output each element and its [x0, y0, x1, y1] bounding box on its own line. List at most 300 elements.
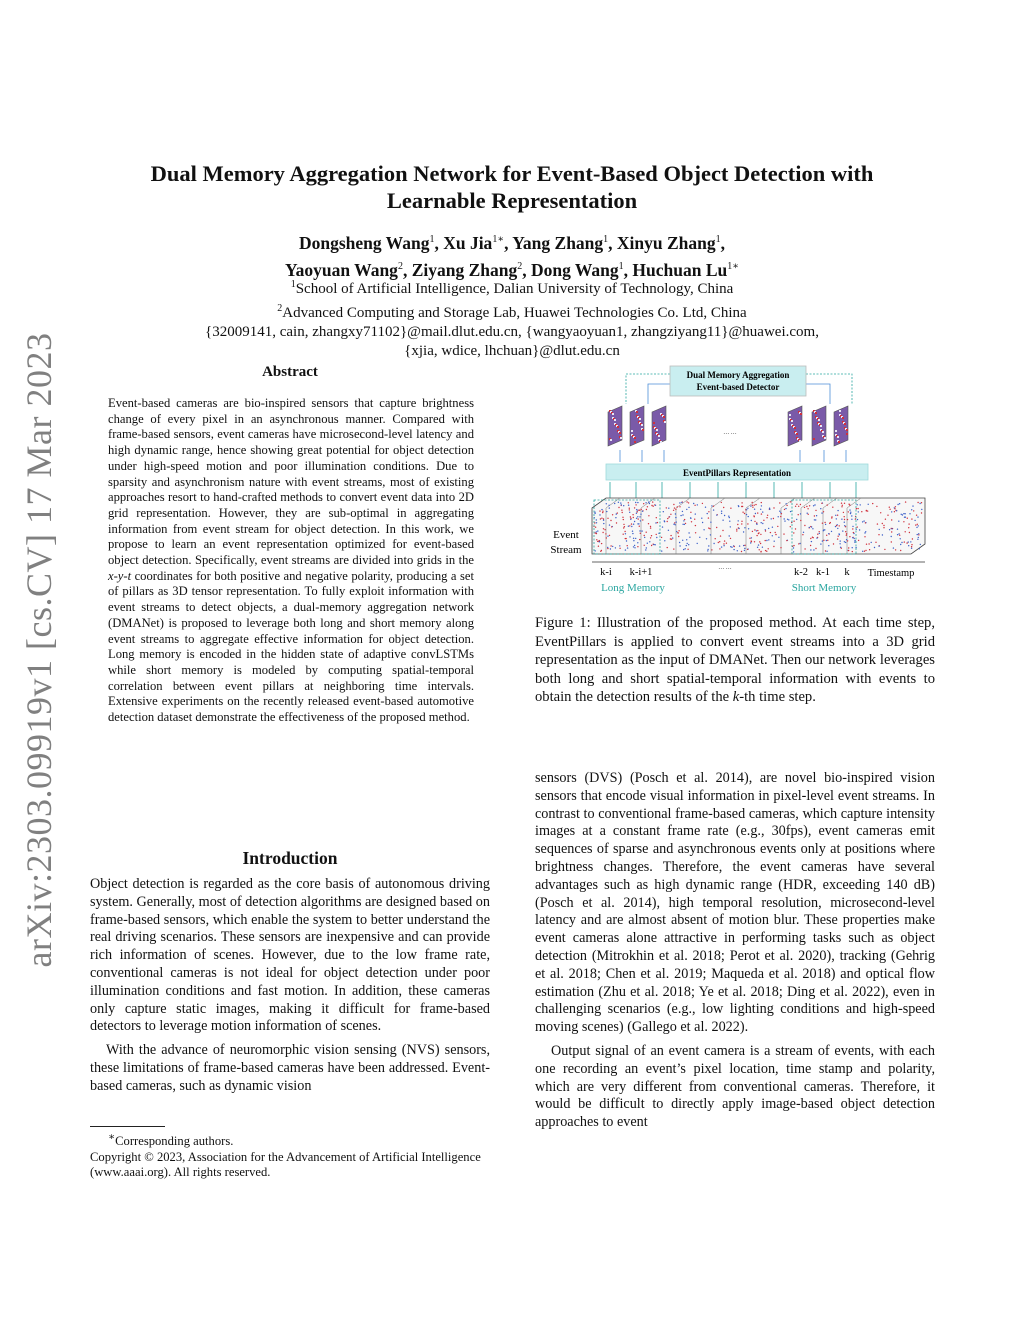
event-dot [599, 510, 600, 511]
event-dot [799, 543, 800, 544]
event-dot [656, 517, 657, 518]
event-dot [858, 511, 859, 512]
event-dot [804, 507, 805, 508]
event-dot [897, 534, 898, 535]
event-dot [908, 541, 909, 542]
event-dot [639, 516, 640, 517]
event-dot [644, 545, 645, 546]
frame-pixel [813, 438, 815, 440]
event-dot [612, 546, 613, 547]
event-dot [603, 523, 604, 524]
event-dot [729, 517, 730, 518]
event-dot [815, 519, 816, 520]
event-dot [918, 534, 919, 535]
event-dot [862, 551, 863, 552]
event-dot [815, 548, 816, 549]
event-dot [871, 542, 872, 543]
event-dot [688, 544, 689, 545]
frame-pixel [820, 425, 822, 427]
event-dot [749, 538, 750, 539]
event-dot [594, 513, 595, 514]
caption-k: k [732, 689, 740, 706]
event-dot [622, 512, 623, 513]
event-dot [703, 529, 704, 530]
event-dot [708, 517, 709, 518]
event-dot [916, 527, 917, 528]
event-dot [610, 520, 611, 521]
event-dot [905, 501, 906, 502]
event-dot [882, 523, 883, 524]
frame-pixel [639, 418, 641, 420]
event-dot [695, 513, 696, 514]
event-dot [848, 547, 849, 548]
event-dot [686, 501, 687, 502]
event-dot [649, 503, 650, 504]
event-dot [770, 532, 771, 533]
event-dot [751, 540, 752, 541]
event-dot [775, 534, 776, 535]
event-dot [722, 520, 723, 521]
event-dot [795, 506, 796, 507]
event-dot [684, 519, 685, 520]
event-dot [711, 505, 712, 506]
event-dot [912, 505, 913, 506]
event-dot [862, 521, 863, 522]
frame-pixel [842, 417, 844, 419]
event-dot [635, 538, 636, 539]
frame-pixel [822, 431, 824, 433]
intro-paragraph-2: With the advance of neuromorphic vision sensing (NVS) sensors, these limitations of frame-based cameras have been addressed. Event-based cameras, such as dynamic vision [90, 1042, 490, 1094]
event-dot [734, 546, 735, 547]
event-dot [854, 538, 855, 539]
event-dot [849, 509, 850, 510]
event-dot [754, 541, 755, 542]
event-dot [884, 549, 885, 550]
event-dot [621, 504, 622, 505]
event-dot [683, 520, 684, 521]
event-dot [730, 508, 731, 509]
event-dot [618, 502, 619, 503]
event-dot [719, 548, 720, 549]
event-dot [826, 551, 827, 552]
event-dot [667, 518, 668, 519]
event-dot [724, 515, 725, 516]
event-dot [640, 520, 641, 521]
event-dot [667, 547, 668, 548]
frame-pixel [619, 432, 621, 434]
event-dot [816, 537, 817, 538]
event-dot [821, 512, 822, 513]
event-dot [899, 503, 900, 504]
event-dot [889, 509, 890, 510]
event-dot [636, 511, 637, 512]
event-dot [596, 533, 597, 534]
event-dot [628, 526, 629, 527]
event-dot [601, 509, 602, 510]
event-dot [812, 528, 813, 529]
event-dot [905, 513, 906, 514]
figure-caption: Figure 1: Illustration of the proposed method. At each time step, EventPillars is applied to convert event streams into a 3D grid representation as the input of DMANet. Then our network leverages both long and short spatial-temporal information with events to obtain the detection results of the k-th time step. [535, 615, 935, 706]
detector-label-1: Dual Memory Aggregation [686, 370, 790, 380]
event-dot [921, 512, 922, 513]
event-dot [629, 509, 630, 510]
event-dot [680, 515, 681, 516]
frame-pixel [660, 441, 662, 443]
event-dot [845, 542, 846, 543]
event-dot [760, 534, 761, 535]
event-dot [601, 543, 602, 544]
event-dot [709, 528, 710, 529]
intro-right-paragraph-2: Output signal of an event camera is a stream of events, with each one recording an event’s pixel location, time stamp and polarity, which are very different from conventional cameras. Therefore, it would be difficult to directly apply image-based object detection approaches to event [535, 1042, 935, 1131]
event-dot [678, 536, 679, 537]
arxiv-identifier [14, 332, 64, 968]
event-dot [697, 543, 698, 544]
event-dot [683, 549, 684, 550]
event-dot [754, 505, 755, 506]
event-dot [751, 537, 752, 538]
event-dot [843, 512, 844, 513]
event-dot [752, 502, 753, 503]
event-dot [655, 544, 656, 545]
event-dot [814, 504, 815, 505]
event-dot [707, 549, 708, 550]
event-dot [800, 513, 801, 514]
event-dot [839, 534, 840, 535]
long-memory-label: Long Memory [601, 582, 665, 594]
event-dot [628, 505, 629, 506]
event-dot [809, 505, 810, 506]
event-dot [784, 509, 785, 510]
event-dot [891, 519, 892, 520]
event-dot [847, 519, 848, 520]
event-dot [723, 507, 724, 508]
event-dot [678, 532, 679, 533]
event-dot [823, 540, 824, 541]
event-dot [686, 539, 687, 540]
event-dot [841, 503, 842, 504]
event-dot [824, 522, 825, 523]
event-dot [738, 528, 739, 529]
event-dot [633, 540, 634, 541]
event-dot [911, 546, 912, 547]
event-dot [674, 507, 675, 508]
event-dot [831, 516, 832, 517]
event-dot [796, 519, 797, 520]
event-dot [601, 518, 602, 519]
event-dot [633, 517, 634, 518]
event-dot [904, 541, 905, 542]
stream-label: Stream [550, 544, 582, 556]
event-dot [756, 522, 757, 523]
event-dot [690, 518, 691, 519]
event-dot [865, 550, 866, 551]
event-dot [606, 511, 607, 512]
event-dot [919, 548, 920, 549]
event-dot [673, 504, 674, 505]
event-dot [901, 542, 902, 543]
event-dot [741, 521, 742, 522]
event-dot [710, 522, 711, 523]
event-dot [861, 511, 862, 512]
event-dot [645, 502, 646, 503]
event-dot [661, 550, 662, 551]
frame-pixel [844, 423, 846, 425]
event-dot [664, 520, 665, 521]
event-dot [788, 519, 789, 520]
event-dot [646, 532, 647, 533]
event-dot [775, 532, 776, 533]
event-dot [646, 547, 647, 548]
event-dot [773, 546, 774, 547]
event-dot [623, 519, 624, 520]
event-dot [909, 532, 910, 533]
event-dot [762, 511, 763, 512]
event-dot [760, 551, 761, 552]
event-dot [596, 522, 597, 523]
short-memory-label: Short Memory [791, 582, 857, 594]
event-dot [896, 510, 897, 511]
event-dot [625, 549, 626, 550]
event-dot [716, 527, 717, 528]
event-dot [891, 528, 892, 529]
event-dot [699, 537, 700, 538]
event-dot [900, 550, 901, 551]
event-dot [900, 538, 901, 539]
event-dot [875, 542, 876, 543]
event-dot [889, 529, 890, 530]
event-dot [917, 534, 918, 535]
event-dot [639, 539, 640, 540]
coords-math: x-y-t [108, 568, 132, 583]
event-dot [701, 518, 702, 519]
event-dot [674, 522, 675, 523]
event-dot [882, 534, 883, 535]
author-name: Dong Wang [530, 259, 619, 280]
event-dot [741, 502, 742, 503]
frame-pixel [839, 410, 841, 412]
frame-pixel [634, 441, 636, 443]
event-dot [840, 540, 841, 541]
introduction-left-column [90, 876, 490, 1096]
event-dot [706, 538, 707, 539]
event-dot [921, 509, 922, 510]
event-dot [597, 530, 598, 531]
event-dot [739, 545, 740, 546]
frame-pixel [837, 436, 839, 438]
event-dot [615, 547, 616, 548]
event-dot [766, 551, 767, 552]
event-dot [832, 507, 833, 508]
event-dot [594, 512, 595, 513]
event-dot [780, 547, 781, 548]
event-dot [612, 514, 613, 515]
frame-pixel [641, 424, 643, 426]
event-dot [702, 522, 703, 523]
affiliation-2: Advanced Computing and Storage Lab, Huawei Technologies Co. Ltd, China [282, 305, 747, 321]
event-dot [736, 529, 737, 530]
event-dot [636, 513, 637, 514]
title-line-1: Dual Memory Aggregation Network for Event-Based Object Detection with [150, 161, 874, 186]
event-dot [644, 535, 645, 536]
frame-pixel [634, 437, 636, 439]
event-dot [651, 535, 652, 536]
author-name: Xinyu Zhang [616, 232, 716, 253]
event-dot [846, 533, 847, 534]
author-name: Dongsheng Wang [298, 232, 430, 253]
event-dot [754, 516, 755, 517]
event-dot [633, 538, 634, 539]
event-dot [883, 527, 884, 528]
event-dot [858, 540, 859, 541]
event-dot [648, 515, 649, 516]
event-dot [646, 509, 647, 510]
event-dot [804, 548, 805, 549]
event-dot [639, 526, 640, 527]
event-dot [627, 545, 628, 546]
event-dot [762, 523, 763, 524]
event-dot [813, 505, 814, 506]
event-dot [726, 543, 727, 544]
event-dot [673, 548, 674, 549]
event-dot [667, 521, 668, 522]
tick-k-i: k-i [600, 567, 612, 578]
event-dot [833, 543, 834, 544]
tick-k-2: k-2 [794, 567, 808, 578]
event-dot [675, 509, 676, 510]
event-dot [633, 546, 634, 547]
event-dot [742, 512, 743, 513]
event-dot [601, 550, 602, 551]
event-dot [813, 537, 814, 538]
event-dot [854, 541, 855, 542]
event-dot [798, 543, 799, 544]
event-dot [903, 513, 904, 514]
frame-pixel [620, 437, 622, 439]
event-dot [679, 502, 680, 503]
event-dot [625, 533, 626, 534]
arxiv-id-text: arXiv:2303.09919v1 [cs.CV] 17 Mar 2023 [19, 332, 59, 968]
frame-pixel [796, 433, 798, 435]
frame-pixel [664, 421, 666, 423]
introduction-heading: Introduction [242, 848, 338, 868]
event-dot [627, 547, 628, 548]
event-dot [595, 550, 596, 551]
event-dot [790, 526, 791, 527]
event-dot [771, 518, 772, 519]
event-dot [772, 527, 773, 528]
event-dot [623, 524, 624, 525]
event-dot [744, 548, 745, 549]
event-dot [783, 533, 784, 534]
event-dot [664, 540, 665, 541]
event-dot [837, 510, 838, 511]
event-dot [629, 536, 630, 537]
event-dot [653, 506, 654, 507]
event-dot [663, 511, 664, 512]
event-dot [855, 518, 856, 519]
event-dot [721, 513, 722, 514]
event-dot [668, 508, 669, 509]
event-dot [914, 520, 915, 521]
event-dot [635, 502, 636, 503]
event-dot [773, 518, 774, 519]
event-dot [798, 514, 799, 515]
event-dot [670, 514, 671, 515]
event-dot [682, 524, 683, 525]
event-dot [624, 526, 625, 527]
event-dot [638, 518, 639, 519]
event-dot [809, 527, 810, 528]
frame-pixel [658, 435, 660, 437]
event-dot [863, 520, 864, 521]
event-dot [880, 512, 881, 513]
event-dot [842, 530, 843, 531]
event-dot [848, 511, 849, 512]
event-dot [621, 510, 622, 511]
event-dot [826, 535, 827, 536]
event-dot [814, 519, 815, 520]
event-dot [603, 518, 604, 519]
event-dot [811, 541, 812, 542]
event-dot [747, 508, 748, 509]
event-dot [757, 547, 758, 548]
event-dot [695, 525, 696, 526]
event-dot [687, 543, 688, 544]
figure-1 [540, 364, 930, 596]
event-dot [816, 515, 817, 516]
event-dot [635, 504, 636, 505]
footnote-rule [90, 1126, 165, 1127]
event-dot [844, 525, 845, 526]
footnote-copyright: Copyright © 2023, Association for the Advancement of Artificial Intelligence (www.aaai.org). All rights reserved. [90, 1149, 481, 1180]
event-dot [785, 508, 786, 509]
frame-pixel [799, 440, 801, 442]
event-dot [602, 532, 603, 533]
event-dot [800, 520, 801, 521]
event-dot [658, 533, 659, 534]
event-dot [876, 506, 877, 507]
event-dot [618, 507, 619, 508]
event-dot [736, 530, 737, 531]
event-dot [786, 503, 787, 504]
event-dot [907, 518, 908, 519]
event-dot [602, 512, 603, 513]
event-dot [823, 511, 824, 512]
title-line-2: Learnable Representation [386, 188, 638, 213]
event-dot [779, 511, 780, 512]
frame-pixel [794, 427, 796, 429]
event-dot [605, 533, 606, 534]
event-dot [780, 516, 781, 517]
author-name: Yaoyuan Wang [284, 259, 398, 280]
event-dot [628, 502, 629, 503]
eventpillars-label: EventPillars Representation [682, 468, 792, 478]
event-dot [831, 531, 832, 532]
event-dot [793, 551, 794, 552]
event-dot [611, 526, 612, 527]
frame-pixel [800, 413, 802, 415]
frame-pixel [653, 422, 655, 424]
event-dot [617, 512, 618, 513]
event-dot [852, 547, 853, 548]
event-dot [623, 505, 624, 506]
event-dot [609, 507, 610, 508]
event-dot [790, 511, 791, 512]
event-dot [759, 549, 760, 550]
event-dot [758, 532, 759, 533]
event-dot [597, 541, 598, 542]
event-dot [719, 541, 720, 542]
